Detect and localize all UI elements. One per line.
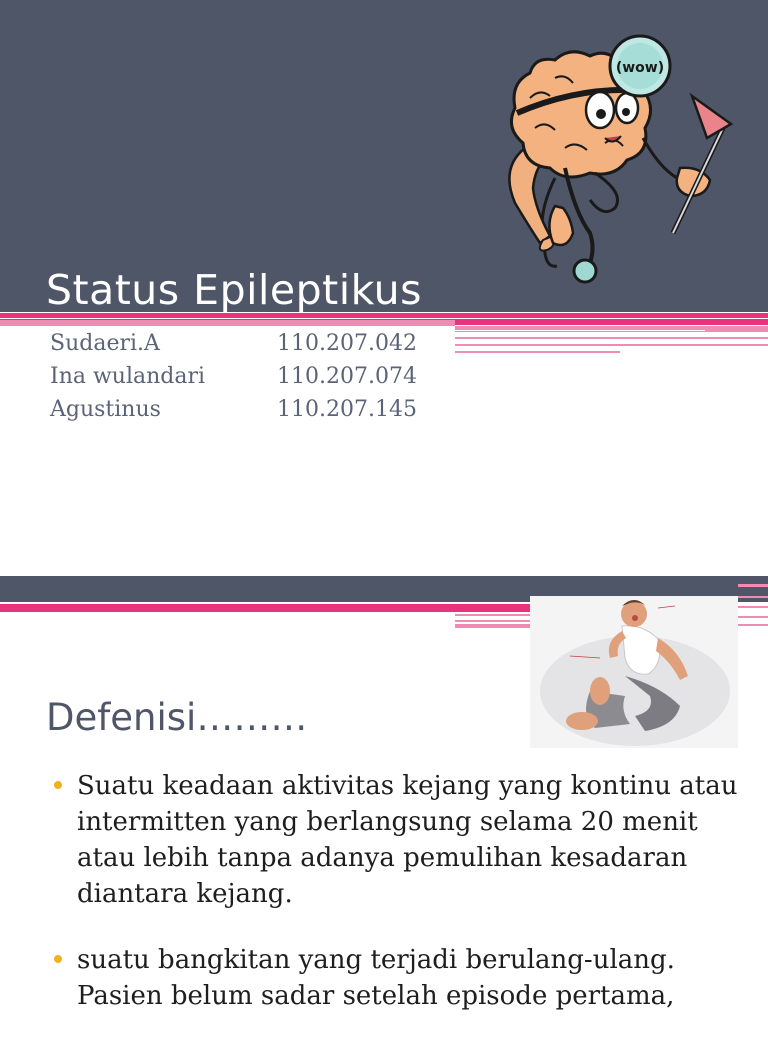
member-name: Agustinus xyxy=(50,397,161,422)
accent-stripe xyxy=(455,614,530,616)
presentation-title: Status Epileptikus xyxy=(46,266,422,314)
accent-stripe xyxy=(738,624,768,626)
roster-row xyxy=(50,331,417,364)
accent-stripe xyxy=(738,606,768,608)
accent-stripe xyxy=(455,337,768,339)
bullet-dot xyxy=(54,955,62,963)
member-name: Sudaeri.A xyxy=(50,331,160,356)
roster-row xyxy=(50,397,417,430)
definition-bullets xyxy=(50,768,740,1044)
bullet-item xyxy=(50,942,740,1014)
white-stripe xyxy=(455,330,705,331)
accent-stripe xyxy=(455,351,620,353)
accent-stripe xyxy=(738,584,768,587)
accent-stripe xyxy=(455,344,768,346)
bullet-text: suatu bangkitan yang terjadi berulang-ulang. Pasien belum sadar setelah episode pertama, xyxy=(77,945,675,1011)
white-stripe xyxy=(0,318,768,319)
accent-stripe xyxy=(0,604,530,612)
bullet-dot xyxy=(54,781,62,789)
accent-stripe xyxy=(455,620,530,622)
member-id: 110.207.042 xyxy=(277,331,417,356)
roster-row xyxy=(50,364,417,397)
accent-stripe xyxy=(738,596,768,598)
member-name: Ina wulandari xyxy=(50,364,206,389)
member-id: 110.207.145 xyxy=(277,397,417,422)
accent-stripe xyxy=(0,320,455,326)
team-roster xyxy=(50,331,417,430)
seizure-illustration xyxy=(530,596,738,748)
bullet-text: Suatu keadaan aktivitas kejang yang kontinu atau intermitten yang berlangsung selama 20 menit atau lebih tanpa adanya pemulihan kesadaran diantara kejang. xyxy=(77,771,738,909)
accent-stripe xyxy=(455,326,768,332)
brain-doctor-illustration xyxy=(495,28,745,293)
accent-stripe xyxy=(455,624,530,628)
member-id: 110.207.074 xyxy=(277,364,417,389)
bullet-item xyxy=(50,768,740,912)
accent-stripe xyxy=(738,616,768,618)
slide-heading: Defenisi……… xyxy=(46,696,308,739)
mirror-text: (wow) xyxy=(615,60,665,76)
